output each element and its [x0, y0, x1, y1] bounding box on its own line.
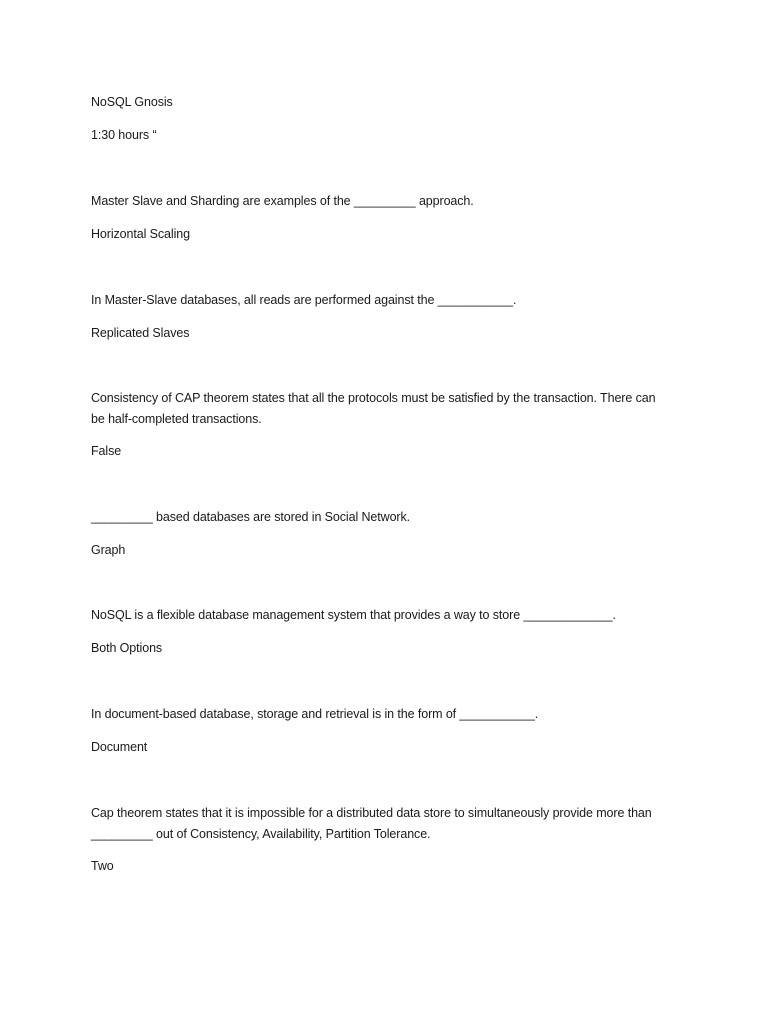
answer-6: Document: [91, 740, 148, 754]
question-4: _________ based databases are stored in Social Network.: [91, 510, 411, 524]
document-title: NoSQL Gnosis: [91, 95, 173, 109]
answer-4: Graph: [91, 543, 126, 557]
answer-2: Replicated Slaves: [91, 326, 190, 340]
question-1: Master Slave and Sharding are examples of the _________ approach.: [91, 194, 474, 208]
question-6: In document-based database, storage and retrieval is in the form of ___________.: [91, 707, 539, 721]
question-3-line-1: Consistency of CAP theorem states that all the protocols must be satisfied by the transaction. There can: [91, 391, 656, 405]
question-2: In Master-Slave databases, all reads are performed against the ___________.: [91, 293, 517, 307]
question-7-line-1: Cap theorem states that it is impossible for a distributed data store to simultaneously provide more than: [91, 806, 652, 820]
answer-3: False: [91, 444, 122, 458]
answer-1: Horizontal Scaling: [91, 227, 190, 241]
answer-5: Both Options: [91, 641, 163, 655]
question-7-line-2: _________ out of Consistency, Availability, Partition Tolerance.: [91, 827, 431, 841]
question-5: NoSQL is a flexible database management system that provides a way to store _____________.: [91, 608, 616, 622]
document-duration: 1:30 hours “: [91, 128, 157, 142]
answer-7: Two: [91, 859, 114, 873]
question-3-line-2: be half-completed transactions.: [91, 412, 262, 426]
